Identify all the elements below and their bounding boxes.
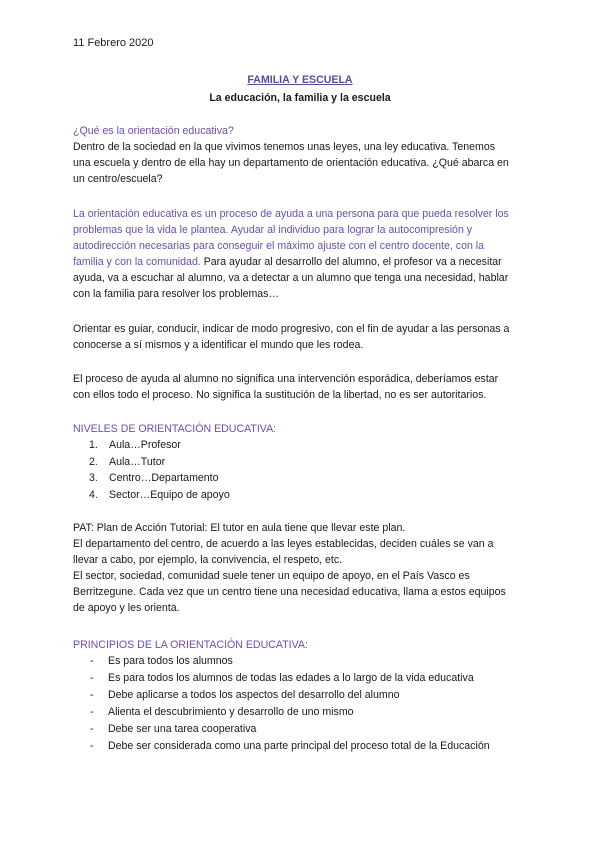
list-item-text: Sector…Equipo de apoyo: [109, 488, 230, 501]
paragraph-line: La orientación educativa es un proceso de ayuda a una persona para que pueda resolver los: [73, 208, 509, 220]
paragraph-line: de apoyo y les orienta.: [73, 602, 180, 614]
paragraph-line: PAT: Plan de Acción Tutorial: El tutor en aula tiene que llevar este plan.: [73, 522, 406, 534]
paragraph-pat: [73, 520, 533, 616]
paragraph-text: Para ayudar al desarrollo del alumno, el profesor va a necesitar: [200, 256, 502, 268]
list-number: 4.: [89, 488, 98, 501]
paragraph-line: El sector, sociedad, comunidad suele tener un equipo de apoyo, en el País Vasco es: [73, 570, 470, 582]
list-item-text: Es para todos los alumnos: [108, 655, 233, 667]
list-dash: -: [90, 672, 94, 684]
list-dash: -: [90, 689, 94, 701]
list-item: [73, 653, 533, 670]
list-dash: -: [90, 723, 94, 735]
principles-list: [73, 653, 533, 755]
list-item-text: Debe ser considerada como una parte principal del proceso total de la Educación: [108, 740, 490, 752]
list-item-text: Debe aplicarse a todos los aspectos del desarrollo del alumno: [108, 689, 400, 701]
paragraph-line: El proceso de ayuda al alumno no significa una intervención esporádica, deberíamos estar: [73, 373, 499, 385]
list-item: [73, 470, 533, 487]
paragraph-line: problemas que la vida le plantea. Ayudar al individuo para lograr la autocompresión y: [73, 224, 473, 236]
section-intro: [73, 123, 533, 187]
list-number: 3.: [89, 472, 98, 484]
paragraph-line: una escuela y dentro de ella hay un departamento de orientación educativa. ¿Qué abarca en: [73, 157, 509, 169]
list-dash: -: [90, 740, 94, 752]
paragraph-proceso: [73, 371, 533, 403]
paragraph-line: autodirección necesarias para conseguir el máximo ajuste con el centro docente, con la: [73, 240, 485, 252]
section-question: ¿Qué es la orientación educativa?: [73, 125, 234, 137]
list-item: [73, 687, 533, 704]
paragraph-line: Orientar es guiar, conducir, indicar de modo progresivo, con el fin de ayudar a las personas a: [73, 323, 510, 335]
date: 11 Febrero 2020: [73, 37, 154, 49]
list-item: [73, 738, 533, 755]
levels-section: [73, 421, 533, 503]
list-item-text: Alienta el descubrimiento y desarrollo de uno mismo: [108, 706, 354, 718]
paragraph-line: Dentro de la sociedad en la que vivimos tenemos unas leyes, una ley educativa. Tenemos: [73, 141, 496, 153]
paragraph-line: Berritzegune. Cada vez que un centro tiene una necesidad educativa, llama a estos equipos: [73, 586, 506, 598]
list-item: [73, 670, 533, 687]
list-item-text: Debe ser una tarea cooperativa: [108, 723, 257, 735]
list-item: [73, 704, 533, 721]
list-item: [73, 454, 533, 471]
paragraph-definition: [73, 206, 533, 302]
list-item: [73, 721, 533, 738]
document-subtitle: La educación, la familia y la escuela: [209, 92, 391, 104]
list-item-text: Es para todos los alumnos de todas las edades a lo largo de la vida educativa: [108, 672, 474, 684]
principles-heading: PRINCIPIOS DE LA ORIENTACIÓN EDUCATIVA:: [73, 639, 308, 651]
list-dash: -: [90, 655, 94, 667]
levels-list: [73, 437, 533, 503]
paragraph-line: ayuda, va a escuchar al alumno, va a detectar a un alumno que tenga una necesidad, hablar: [73, 272, 509, 284]
paragraph-orientar: [73, 321, 533, 353]
paragraph-line: con la familia para resolver los problemas…: [73, 288, 280, 300]
levels-heading: NIVELES DE ORIENTACIÓN EDUCATIVA:: [73, 423, 277, 435]
list-item-text: Aula…Profesor: [109, 439, 181, 451]
document-title: FAMILIA Y ESCUELA: [247, 74, 353, 86]
list-number: 2.: [89, 455, 98, 468]
paragraph-line: llevar a cabo, por ejemplo, la convivencia, el respeto, etc.: [73, 554, 343, 566]
principles-section: [73, 637, 533, 755]
list-item: [73, 487, 533, 504]
list-item: [73, 437, 533, 454]
list-dash: -: [90, 706, 94, 718]
paragraph-line: un centro/escuela?: [73, 173, 163, 185]
list-number: 1.: [89, 439, 98, 451]
highlighted-text: familia y con la comunidad.: [73, 256, 201, 268]
paragraph-line: [73, 254, 533, 270]
list-item-text: Centro…Departamento: [109, 472, 219, 484]
list-item-text: Aula…Tutor: [109, 455, 166, 468]
paragraph-line: con ellos todo el proceso. No significa la sustitución de la libertad, no es ser autoritarios.: [73, 389, 487, 401]
paragraph-line: El departamento del centro, de acuerdo a las leyes establecidas, deciden cuáles se van a: [73, 538, 494, 550]
paragraph-line: conocerse a sí mismos y a identificar el mundo que les rodea.: [73, 339, 364, 351]
